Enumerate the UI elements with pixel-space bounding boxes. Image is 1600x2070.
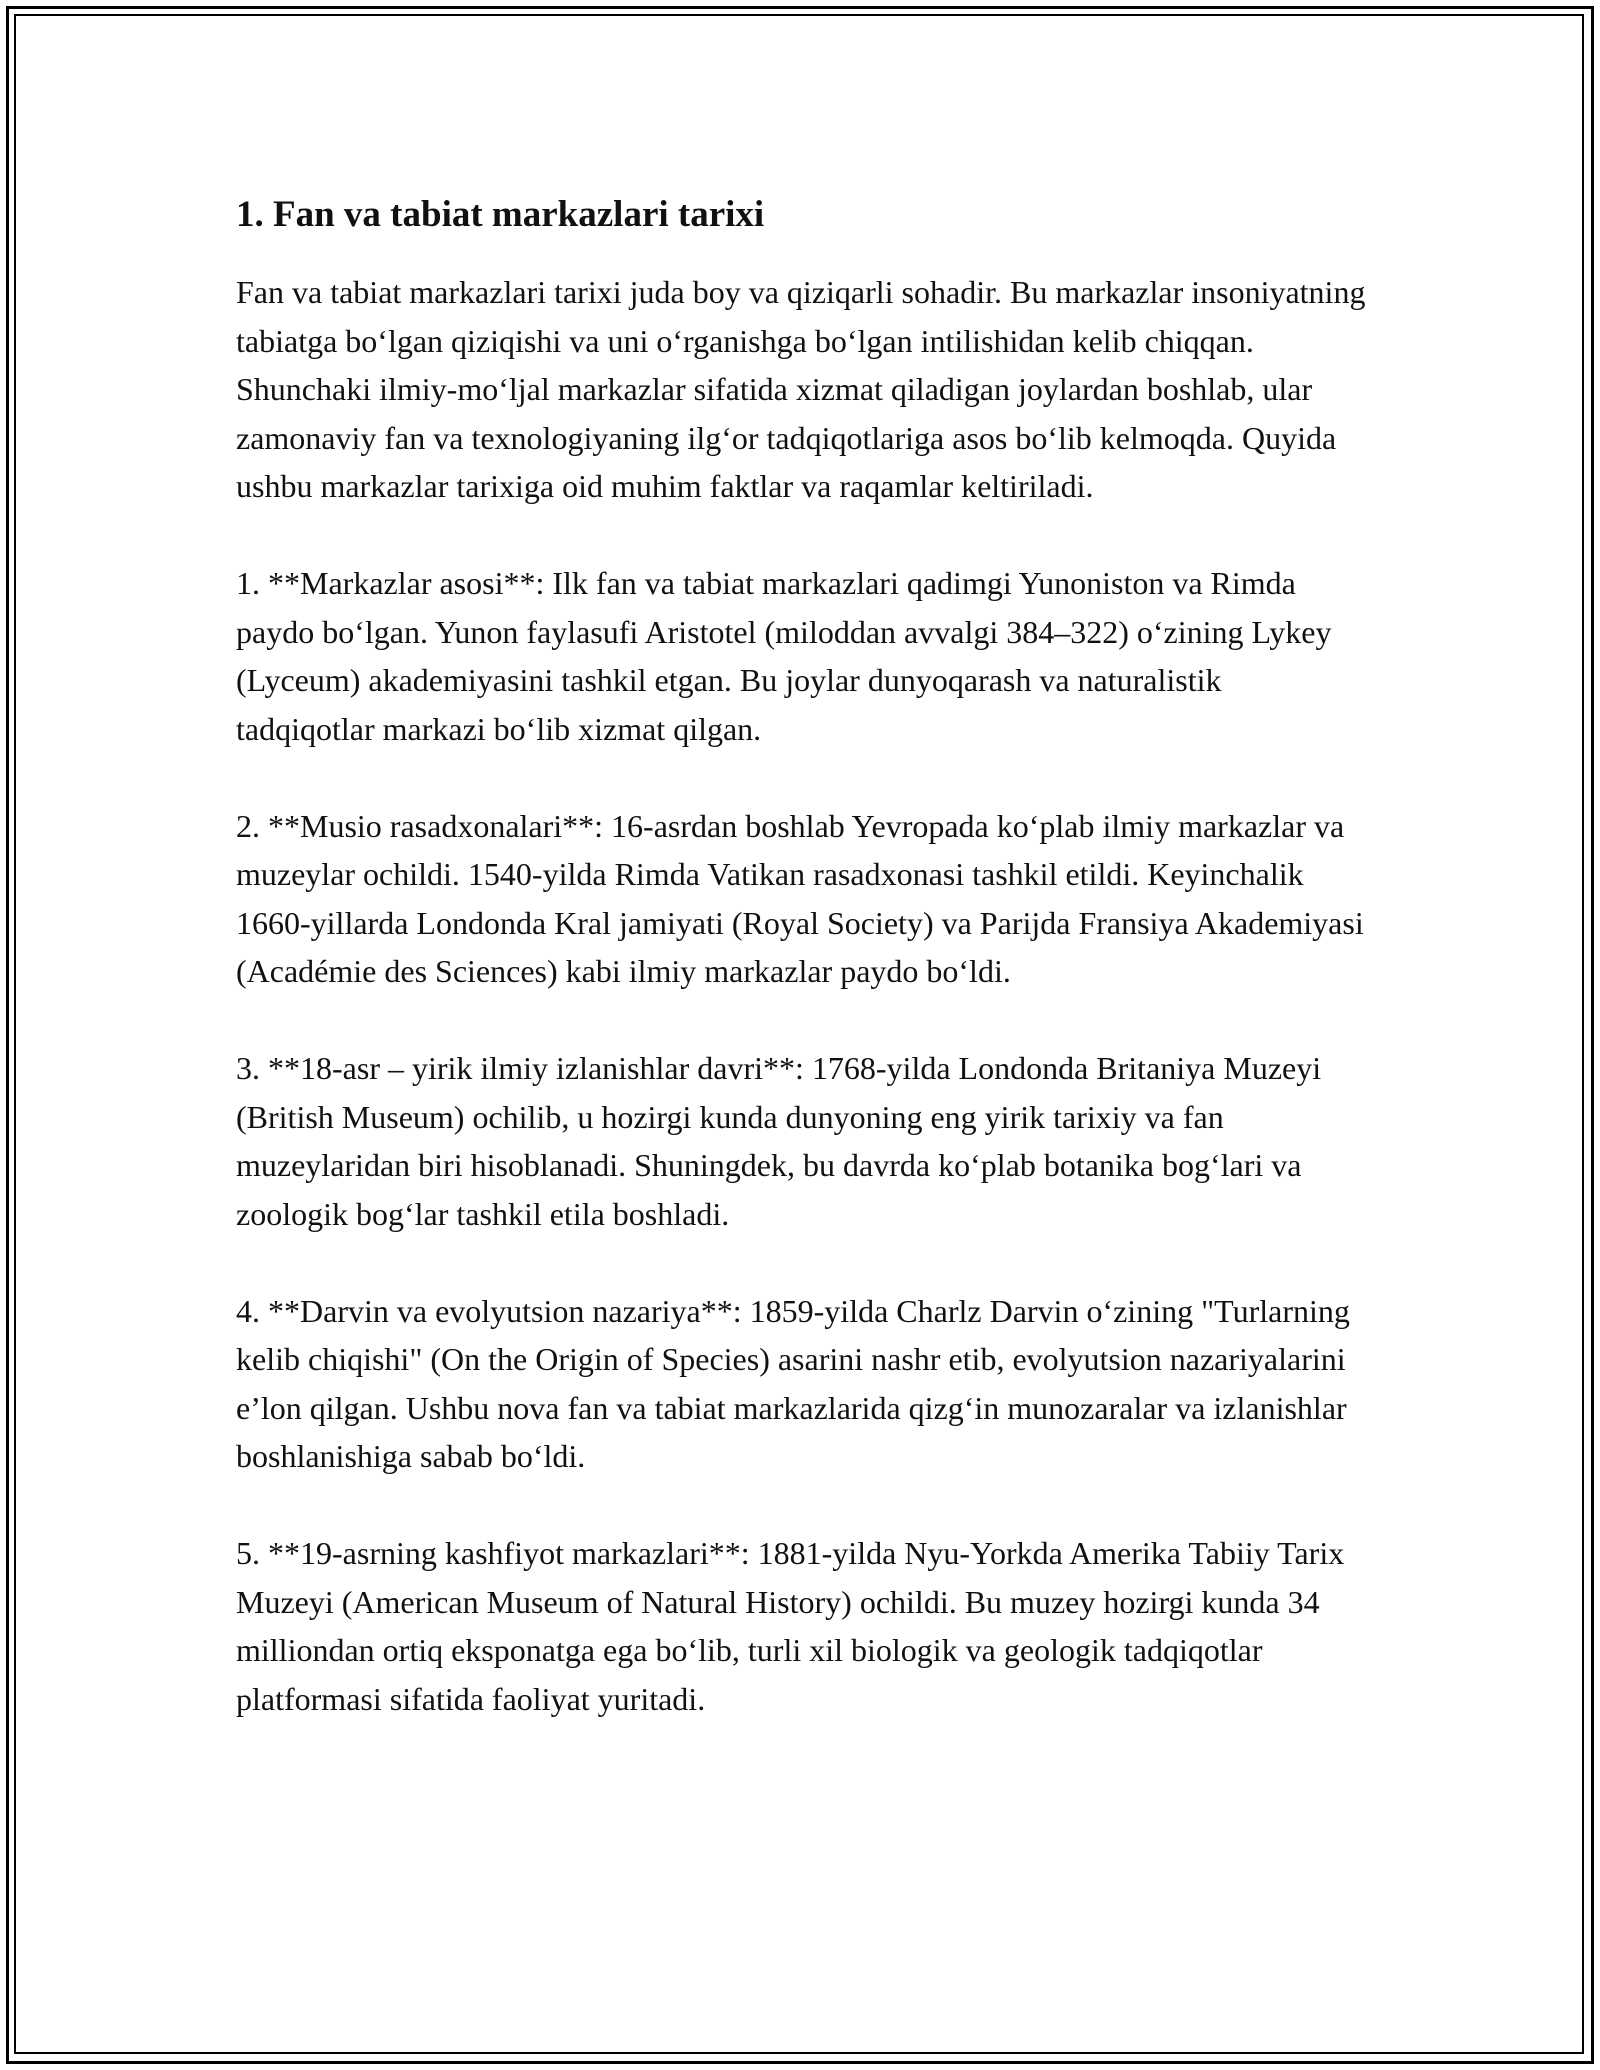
list-item: 3. **18-asr – yirik ilmiy izlanishlar davri**: 1768-yilda Londonda Britaniya Muzeyi (British Museum) ochilib, u hozirgi kunda dunyoning eng yirik tarixiy va fan muzeylaridan biri hisoblanadi. Shuningdek, bu davrda ko‘plab botanika bog‘lari va zoologik bog‘lar tashkil etila boshladi. — [236, 1050, 1322, 1232]
document-body — [236, 188, 1366, 1723]
list-item: 5. **19-asrning kashfiyot markazlari**: 1881-yilda Nyu-Yorkda Amerika Tabiiy Tarix Muzeyi (American Museum of Natural History) ochildi. Bu muzey hozirgi kunda 34 milliondan ortiq eksponatga ega bo‘lib, turli xil biologik va geologik tadqiqotlar platformasi sifatida faoliyat yuritadi. — [236, 1535, 1345, 1717]
list-item: 4. **Darvin va evolyutsion nazariya**: 1859-yilda Charlz Darvin o‘zining "Turlarning kelib chiqishi" (On the Origin of Species) asarini nashr etib, evolyutsion nazariyalarini e’lon qilgan. Ushbu nova fan va tabiat markazlarida qizg‘in munozaralar va izlanishlar boshlanishiga sabab bo‘ldi. — [236, 1292, 1350, 1474]
section-heading: 1. Fan va tabiat markazlari tarixi — [236, 194, 765, 235]
list-item: 2. **Musio rasadxonalari**: 16-asrdan boshlab Yevropada ko‘plab ilmiy markazlar va muzeylar ochildi. 1540-yilda Rimda Vatikan rasadxonasi tashkil etildi. Keyinchalik 1660-yillarda Londonda Kral jamiyati (Royal Society) va Parijda Fransiya Akademiyasi (Académie des Sciences) kabi ilmiy markazlar paydo bo‘ldi. — [236, 807, 1364, 989]
intro-paragraph: Fan va tabiat markazlari tarixi juda boy va qiziqarli sohadir. Bu markazlar insoniyatning tabiatga bo‘lgan qiziqishi va uni o‘rganishga bo‘lgan intilishidan kelib chiqqan. Shunchaki ilmiy-mo‘ljal markazlar sifatida xizmat qiladigan joylardan boshlab, ular zamonaviy fan va texnologiyaning ilg‘or tadqiqotlariga asos bo‘lib kelmoqda. Quyida ushbu markazlar tarixiga oid muhim faktlar va raqamlar keltiriladi. — [236, 274, 1366, 504]
list-item: 1. **Markazlar asosi**: Ilk fan va tabiat markazlari qadimgi Yunoniston va Rimda paydo bo‘lgan. Yunon faylasufi Aristotel (miloddan avvalgi 384–322) o‘zining Lykey (Lyceum) akademiyasini tashkil etgan. Bu joylar dunyoqarash va naturalistik tadqiqotlar markazi bo‘lib xizmat qilgan. — [236, 565, 1332, 747]
